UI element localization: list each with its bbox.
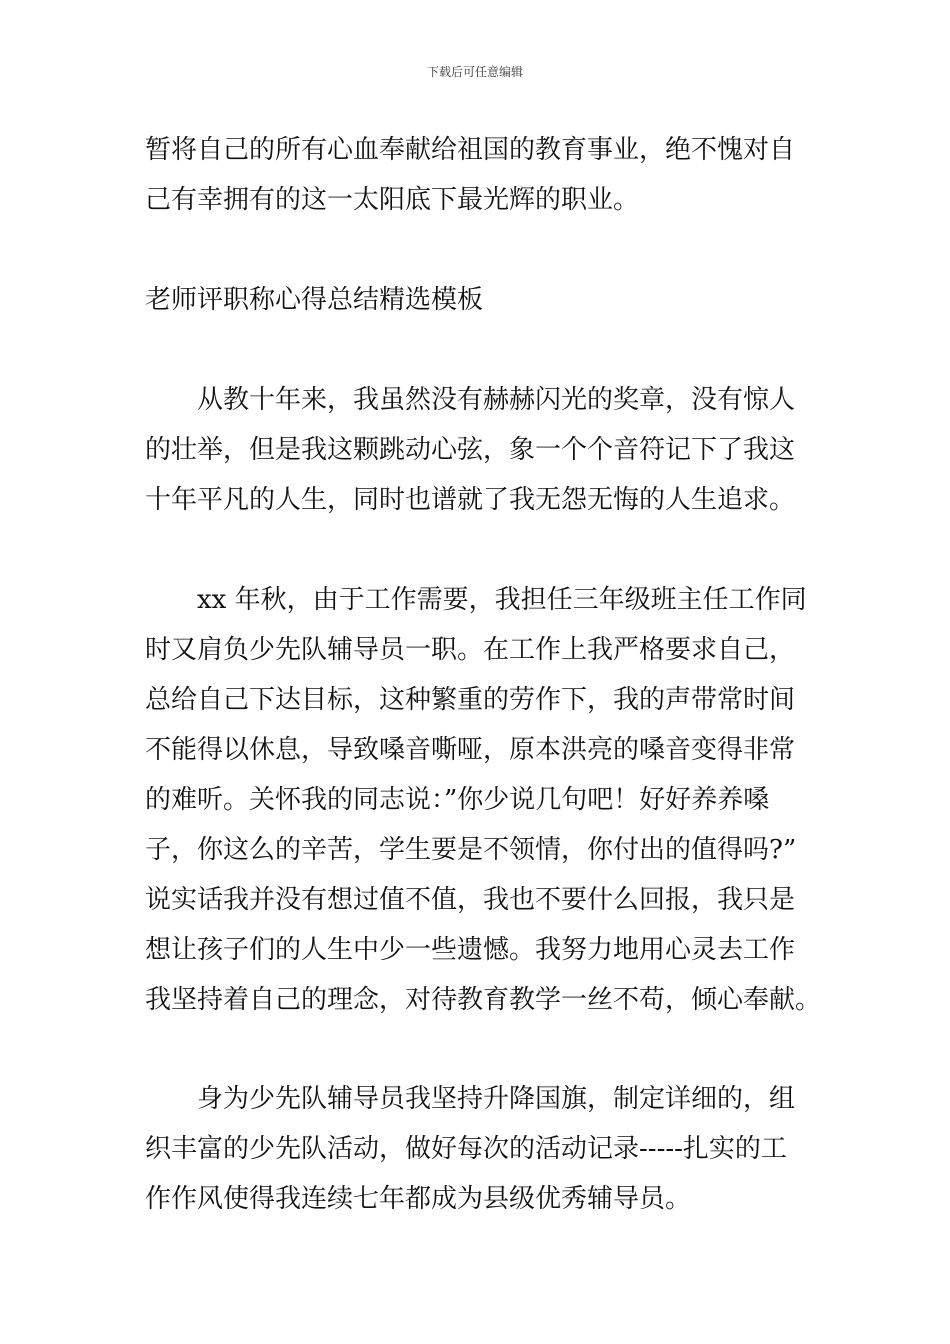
paragraph-line: 不能得以休息，导致嗓音嘶哑，原本洪亮的嗓音变得非常 xyxy=(145,735,796,765)
paragraph-line: 身为少先队辅导员我坚持升降国旗，制定详细的，组 xyxy=(197,1084,796,1114)
paragraph-line: 作作风使得我连续七年都成为县级优秀辅导员。 xyxy=(145,1184,692,1214)
paragraph-line: 想让孩子们的人生中少一些遗憾。我努力地用心灵去工作 xyxy=(145,935,796,965)
paragraph-line: 十年平凡的人生，同时也谱就了我无怨无悔的人生追求。 xyxy=(145,485,796,515)
paragraph-line: 总给自己下达目标，这种繁重的劳作下，我的声带常时间 xyxy=(145,685,796,715)
paragraph-line: 的难听。关怀我的同志说：”你少说几句吧！好好养养嗓 xyxy=(145,785,770,815)
page-header: 下载后可任意编辑 xyxy=(426,65,523,79)
paragraph-line: 暂将自己的所有心血奉献给祖国的教育事业，绝不愧对自 xyxy=(145,135,796,165)
paragraph-line: xx 年秋，由于工作需要，我担任三年级班主任工作同 xyxy=(197,585,807,615)
paragraph-line: 时又肩负少先队辅导员一职。在工作上我严格要求自己， xyxy=(145,635,796,665)
paragraph-line: 的壮举，但是我这颗跳动心弦，象一个个音符记下了我这 xyxy=(145,435,796,465)
paragraph-line: 说实话我并没有想过值不值，我也不要什么回报，我只是 xyxy=(145,885,796,915)
paragraph-line: 我坚持着自己的理念，对待教育教学一丝不苟，倾心奉献。 xyxy=(145,985,822,1015)
paragraph-line: 织丰富的少先队活动，做好每次的活动记录-----扎实的工 xyxy=(145,1134,787,1164)
section-title: 老师评职称心得总结精选模板 xyxy=(145,285,484,315)
paragraph-line: 从教十年来，我虽然没有赫赫闪光的奖章，没有惊人 xyxy=(197,385,796,415)
paragraph-line: 己有幸拥有的这一太阳底下最光辉的职业。 xyxy=(145,185,640,215)
paragraph-line: 子，你这么的辛苦，学生要是不领情，你付出的值得吗?” xyxy=(145,835,797,865)
